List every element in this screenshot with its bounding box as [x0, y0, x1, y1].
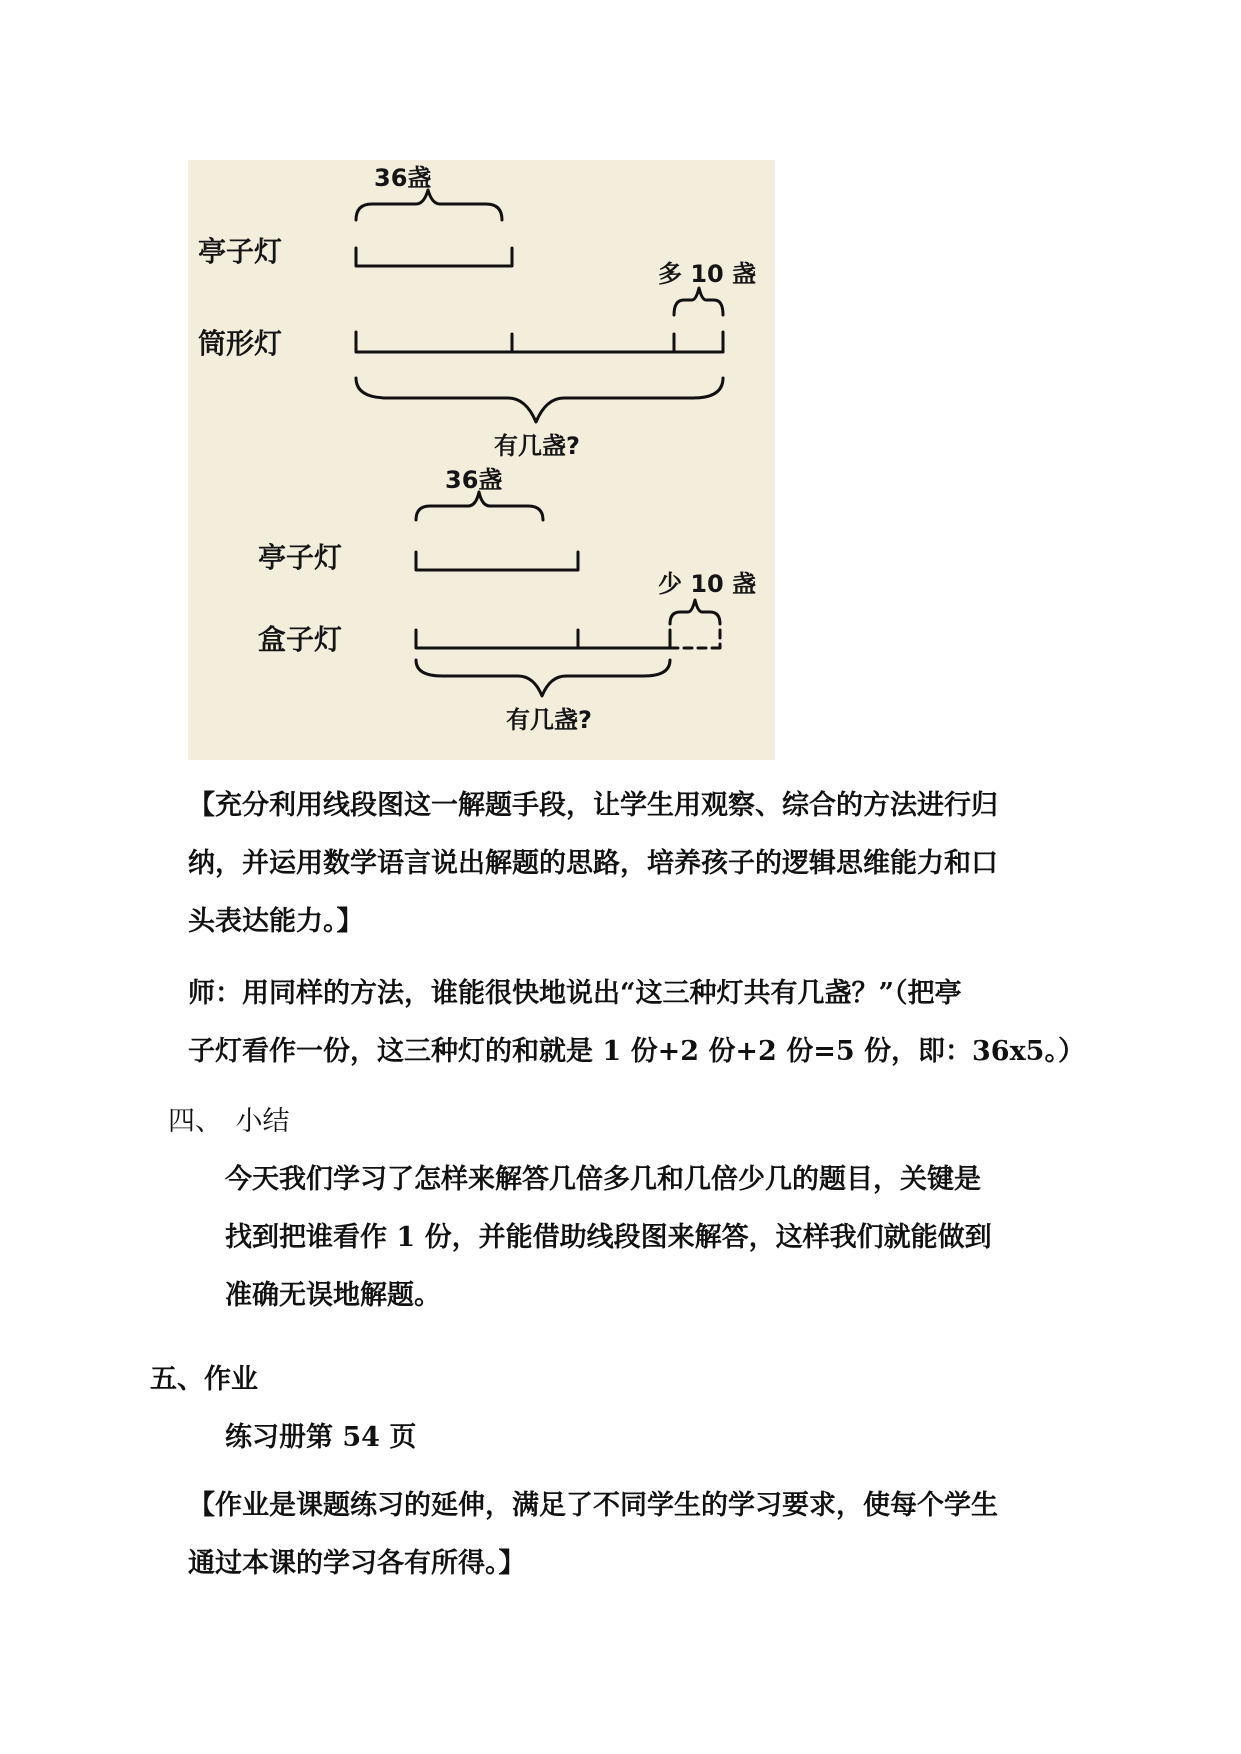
line-segment-diagram-figure	[188, 160, 775, 760]
d1-row2-label: 筒形灯	[198, 327, 283, 360]
d2-extra-label: 少 10 盏	[658, 570, 757, 598]
d1-extra-label: 多 10 盏	[658, 260, 757, 288]
summary-line-1: 今天我们学习了怎样来解答几倍多几和几倍少几的题目，关键是	[225, 1164, 981, 1195]
d2-missing-segment	[670, 630, 720, 648]
d2-top-brace-label: 36盏	[445, 466, 503, 494]
d1-row1-label: 亭子灯	[198, 235, 283, 268]
teacher-line-1: 师：用同样的方法，谁能很快地说出“这三种灯共有几盏？”（把亭	[188, 978, 962, 1009]
d2-row2-segment	[416, 630, 670, 648]
note1-line-2: 纳，并运用数学语言说出解题的思路，培养孩子的逻辑思维能力和口	[188, 848, 998, 879]
d1-bottom-brace	[356, 378, 723, 422]
section-5-title: 五、作业	[150, 1364, 258, 1395]
summary-line-2: 找到把谁看作 1 份，并能借助线段图来解答，这样我们就能做到	[225, 1222, 992, 1253]
d1-extra-brace	[674, 288, 723, 315]
d2-row1-segment	[416, 552, 578, 570]
d1-top-brace	[356, 190, 502, 220]
d2-row2-label: 盒子灯	[258, 623, 343, 656]
summary-line-3: 准确无误地解题。	[225, 1280, 441, 1311]
teacher-line-2: 子灯看作一份，这三种灯的和就是 1 份+2 份+2 份=5 份，即：36x5。）	[188, 1036, 1085, 1067]
d2-bottom-brace	[416, 660, 670, 696]
note1-line-1: 【充分利用线段图这一解题手段，让学生用观察、综合的方法进行归	[188, 790, 998, 821]
d1-total-label: 有几盏?	[494, 432, 580, 460]
d2-row1-label: 亭子灯	[258, 541, 343, 574]
d1-top-brace-label: 36盏	[374, 164, 432, 192]
d1-row1-segment	[356, 248, 512, 266]
note2-line-2: 通过本课的学习各有所得。】	[188, 1548, 526, 1579]
d2-extra-brace	[670, 600, 720, 624]
section-4-title: 四、 小结	[168, 1106, 290, 1137]
homework-assignment: 练习册第 54 页	[225, 1422, 417, 1453]
d2-top-brace	[416, 492, 543, 520]
d2-total-label: 有几盏?	[506, 706, 592, 734]
note2-line-1: 【作业是课题练习的延伸，满足了不同学生的学习要求，使每个学生	[188, 1490, 998, 1521]
d1-row2-segment	[356, 332, 723, 352]
note1-line-3: 头表达能力。】	[188, 906, 364, 937]
